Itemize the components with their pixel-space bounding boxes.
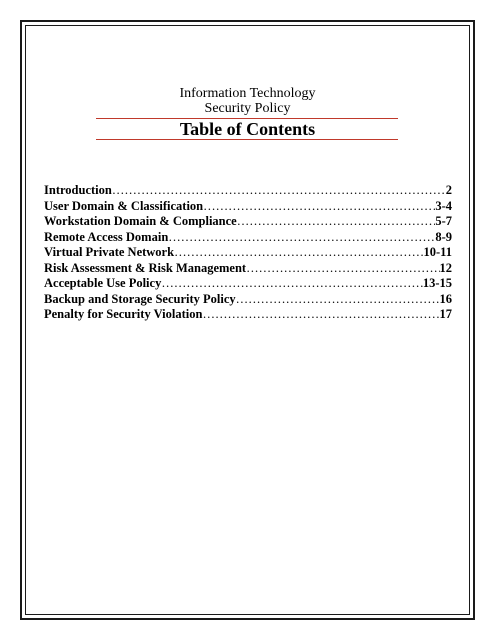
document-title-line2: Security Policy — [204, 101, 291, 116]
toc-entry-vpn — [44, 245, 452, 261]
toc-heading: Table of Contents — [179, 119, 316, 139]
toc-entry-page: 17 — [439, 307, 452, 321]
toc-leader-dots — [168, 230, 435, 246]
toc-leader-dots — [246, 261, 439, 277]
toc-entry-page: 2 — [445, 183, 452, 197]
toc-leader-dots — [237, 214, 436, 230]
toc-entry-remote-access — [44, 230, 452, 246]
toc-leader-dots — [203, 199, 435, 215]
toc-entry-label: Workstation Domain & Compliance — [44, 214, 237, 228]
document-title-line1: Information Technology — [179, 86, 316, 101]
toc-leader-dots — [112, 183, 446, 199]
toc-leader-dots — [202, 307, 439, 323]
toc-entry-label: Risk Assessment & Risk Management — [44, 260, 247, 275]
toc-entry-label: User Domain & Classification — [44, 198, 204, 213]
toc-entry-label: Acceptable Use Policy — [44, 276, 162, 290]
toc-leader-dots — [174, 245, 423, 261]
toc-entry-label: Virtual Private Network — [44, 245, 175, 259]
toc-entry-acceptable-use — [44, 276, 452, 292]
toc-entry-introduction — [44, 183, 452, 199]
toc-entry-page: 13-15 — [422, 276, 452, 290]
toc-entry-label: Penalty for Security Violation — [44, 307, 203, 321]
toc-entry-page: 3-4 — [435, 198, 452, 213]
toc-entry-risk-assessment — [44, 261, 452, 277]
heading-rule-bottom — [96, 139, 398, 140]
toc-entry-label: Remote Access Domain — [44, 229, 169, 244]
toc-leader-dots — [236, 292, 440, 308]
toc-entry-backup-storage — [44, 292, 452, 308]
toc-entry-user-domain — [44, 199, 452, 215]
toc-entry-page: 16 — [439, 291, 452, 306]
toc-leader-dots — [161, 276, 423, 292]
toc-list — [44, 183, 452, 323]
toc-entry-page: 12 — [439, 260, 452, 275]
toc-entry-page: 5-7 — [435, 214, 452, 228]
toc-entry-penalty — [44, 307, 452, 323]
toc-entry-page: 8-9 — [435, 229, 452, 244]
toc-entry-label: Backup and Storage Security Policy — [44, 291, 236, 306]
toc-entry-page: 10-11 — [423, 245, 452, 259]
toc-entry-workstation-domain — [44, 214, 452, 230]
toc-entry-label: Introduction — [44, 183, 112, 197]
